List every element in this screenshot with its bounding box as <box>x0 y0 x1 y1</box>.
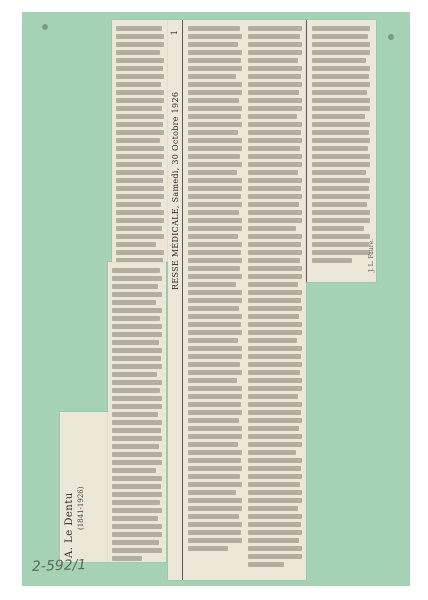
archive-sheet <box>22 12 410 586</box>
author-signature: J. L. Faure. <box>368 238 375 272</box>
signature-wrap <box>368 239 375 272</box>
column-rule <box>182 20 183 580</box>
article-subtitle: (1841-1926) <box>77 486 85 530</box>
pin-hole <box>388 34 394 40</box>
article-body-text <box>112 20 168 262</box>
article-body-text <box>188 26 242 554</box>
column-rule <box>306 20 307 282</box>
article-body-text <box>108 262 166 562</box>
article-title: A. Le Dentu <box>64 492 75 558</box>
newspaper-dateline: RESSE MÉDICALE, Samedi, 30 Octobre 1926 <box>171 91 180 290</box>
newspaper-clipping-right <box>306 20 376 282</box>
page-number-wrap <box>170 28 180 37</box>
article-body-text <box>248 26 302 570</box>
newspaper-text-column <box>108 262 166 562</box>
newspaper-clipping-left <box>60 412 108 562</box>
article-body-text <box>312 26 370 266</box>
pin-hole <box>42 24 48 30</box>
newspaper-text-column <box>112 20 168 262</box>
handwritten-reference: 2-592/1 <box>31 557 87 575</box>
page-number: 1 <box>170 29 180 36</box>
newspaper-clipping-main <box>168 20 306 580</box>
